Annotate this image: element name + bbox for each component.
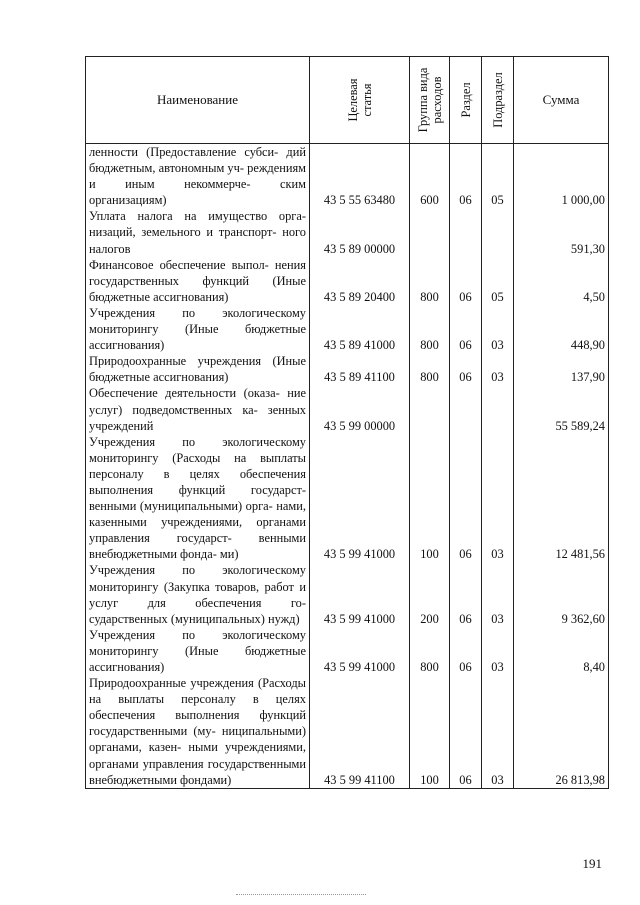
header-subsection xyxy=(482,57,514,144)
row-subsection: 05 xyxy=(482,144,514,209)
row-subsection: 03 xyxy=(482,305,514,353)
row-target-article: 43 5 89 00000 xyxy=(310,208,410,256)
header-target-article xyxy=(310,57,410,144)
row-expense-group: 200 xyxy=(410,562,450,626)
row-name: ленности (Предоставление субси- дий бюджетным, автономным уч- реждениям и иным некоммерче- ским организациям) xyxy=(86,144,310,209)
row-sum: 591,30 xyxy=(514,208,609,256)
budget-table xyxy=(85,56,609,789)
row-subsection xyxy=(482,385,514,433)
row-expense-group: 100 xyxy=(410,675,450,788)
row-subsection: 03 xyxy=(482,627,514,675)
header-expense-group-line-2: расходов xyxy=(429,76,444,124)
row-section xyxy=(450,385,482,433)
table-row xyxy=(86,353,609,385)
row-expense-group: 800 xyxy=(410,627,450,675)
row-name: Природоохранные учреждения (Расходы на выплаты персоналу в целях обеспечения выполнения функций государственными (му- ниципальными) органами, казен- ными учреждениями, органами управления государственными внебюджетными фондами) xyxy=(86,675,310,788)
row-name: Обеспечение деятельности (оказа- ние услуг) подведомственных ка- зенных учреждений xyxy=(86,385,310,433)
row-section: 06 xyxy=(450,434,482,563)
row-target-article: 43 5 89 20400 xyxy=(310,257,410,305)
row-expense-group: 800 xyxy=(410,257,450,305)
row-subsection: 03 xyxy=(482,675,514,788)
page-number: 191 xyxy=(582,856,602,871)
row-sum: 8,40 xyxy=(514,627,609,675)
row-sum: 1 000,00 xyxy=(514,144,609,209)
footer-rule xyxy=(236,894,366,895)
row-target-article: 43 5 99 41000 xyxy=(310,434,410,563)
row-target-article: 43 5 99 41000 xyxy=(310,627,410,675)
row-sum: 9 362,60 xyxy=(514,562,609,626)
row-subsection: 05 xyxy=(482,257,514,305)
header-name: Наименование xyxy=(86,57,310,144)
row-expense-group: 100 xyxy=(410,434,450,563)
row-section: 06 xyxy=(450,562,482,626)
row-section: 06 xyxy=(450,305,482,353)
row-expense-group: 600 xyxy=(410,144,450,209)
row-name: Уплата налога на имущество орга- низаций, земельного и транспорт- ного налогов xyxy=(86,208,310,256)
row-sum: 55 589,24 xyxy=(514,385,609,433)
row-target-article: 43 5 89 41100 xyxy=(310,353,410,385)
table-row xyxy=(86,144,609,209)
row-subsection: 03 xyxy=(482,562,514,626)
table-row xyxy=(86,305,609,353)
row-expense-group xyxy=(410,208,450,256)
row-name: Учреждения по экологическому мониторингу (Закупка товаров, работ и услуг для обеспечения го- сударственных (муниципальных) нужд) xyxy=(86,562,310,626)
row-name: Природоохранные учреждения (Иные бюджетные ассигнования) xyxy=(86,353,310,385)
row-section: 06 xyxy=(450,627,482,675)
row-section: 06 xyxy=(450,353,482,385)
table-row xyxy=(86,627,609,675)
row-section: 06 xyxy=(450,675,482,788)
row-target-article: 43 5 99 41100 xyxy=(310,675,410,788)
header-sum: Сумма xyxy=(514,57,609,144)
header-expense-group-line-1: Группа вида xyxy=(415,67,430,133)
table-row xyxy=(86,385,609,433)
row-expense-group xyxy=(410,385,450,433)
row-section xyxy=(450,208,482,256)
row-target-article: 43 5 55 63480 xyxy=(310,144,410,209)
header-subsection-label: Подраздел xyxy=(490,72,505,128)
row-section: 06 xyxy=(450,257,482,305)
row-name: Финансовое обеспечение выпол- нения государственных функций (Иные бюджетные ассигнования) xyxy=(86,257,310,305)
row-subsection: 03 xyxy=(482,353,514,385)
table-header-row xyxy=(86,57,609,144)
row-target-article: 43 5 99 41000 xyxy=(310,562,410,626)
table-row xyxy=(86,434,609,563)
row-target-article: 43 5 89 41000 xyxy=(310,305,410,353)
row-target-article: 43 5 99 00000 xyxy=(310,385,410,433)
row-sum: 4,50 xyxy=(514,257,609,305)
row-sum: 137,90 xyxy=(514,353,609,385)
table-row xyxy=(86,208,609,256)
row-sum: 26 813,98 xyxy=(514,675,609,788)
header-section-label: Раздел xyxy=(458,82,473,118)
row-sum: 448,90 xyxy=(514,305,609,353)
table-row xyxy=(86,562,609,626)
row-subsection xyxy=(482,208,514,256)
header-expense-group xyxy=(410,57,450,144)
header-section xyxy=(450,57,482,144)
row-name: Учреждения по экологическому мониторингу (Иные бюджетные ассигнования) xyxy=(86,305,310,353)
row-subsection: 03 xyxy=(482,434,514,563)
row-expense-group: 800 xyxy=(410,353,450,385)
row-name: Учреждения по экологическому мониторингу (Иные бюджетные ассигнования) xyxy=(86,627,310,675)
row-sum: 12 481,56 xyxy=(514,434,609,563)
header-target-article-line-2: статья xyxy=(359,83,374,117)
header-target-article-line-1: Целевая xyxy=(345,78,360,122)
row-section: 06 xyxy=(450,144,482,209)
row-expense-group: 800 xyxy=(410,305,450,353)
row-name: Учреждения по экологическому мониторингу (Расходы на выплаты персоналу в целях обеспечения выполнения функций государст- венными (муниципальными) орга- нами, казенными учреждениями, органами управления государст- венными внебюджетными фонда- ми) xyxy=(86,434,310,563)
table-row xyxy=(86,257,609,305)
table-row xyxy=(86,675,609,788)
